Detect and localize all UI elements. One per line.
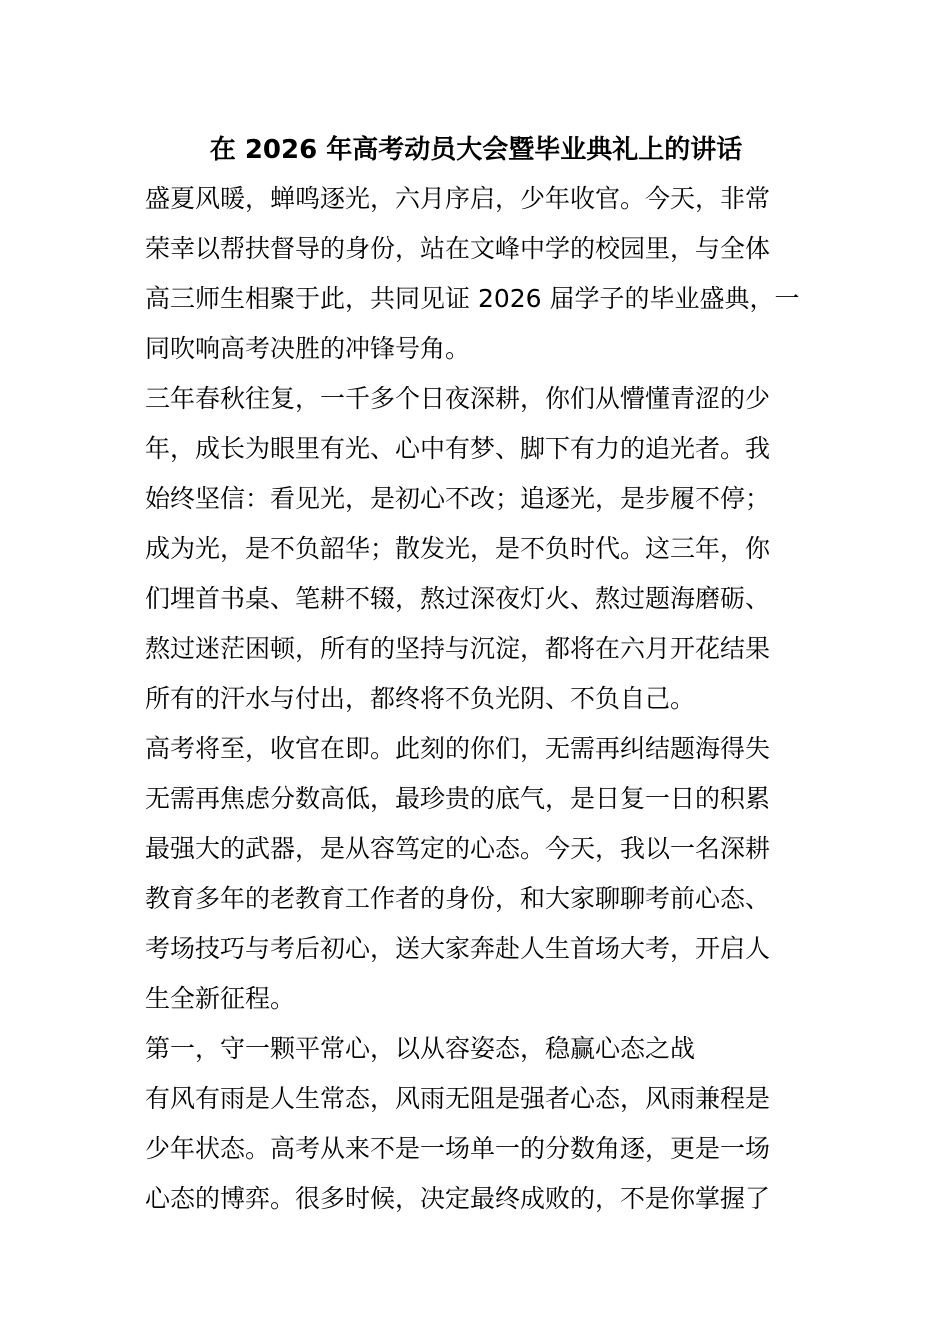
text-line: 同吹响高考决胜的冲锋号角。 [145, 334, 471, 363]
text-line: 无需再焦虑分数高低，最珍贵的底气，是日复一日的积累 [145, 784, 771, 813]
text-line: 熬过迷茫困顿，所有的坚持与沉淀，都将在六月开花结果 [145, 634, 771, 663]
text-line: 高考将至，收官在即。此刻的你们，无需再纠结题海得失 [145, 734, 771, 763]
text-line: 始终坚信：看见光，是初心不改；追逐光，是步履不停； [145, 484, 771, 513]
text-line: 高三师生相聚于此，共同见证 2026 届学子的毕业盛典，一 [145, 284, 800, 313]
text-line: 年，成长为眼里有光、心中有梦、脚下有力的追光者。我 [145, 434, 771, 463]
text-line: 有风有雨是人生常态，风雨无阻是强者心态，风雨兼程是 [145, 1084, 771, 1113]
text-line: 教育多年的老教育工作者的身份，和大家聊聊考前心态、 [145, 884, 771, 913]
document-body [145, 174, 807, 1224]
text-line: 心态的博弈。很多时候，决定最终成败的，不是你掌握了 [145, 1184, 771, 1213]
document-title: 在 2026 年高考动员大会暨毕业典礼上的讲话 [209, 135, 743, 165]
text-line: 生全新征程。 [145, 984, 296, 1013]
text-line: 成为光，是不负韶华；散发光，是不负时代。这三年，你 [145, 534, 771, 563]
text-line: 盛夏风暖，蝉鸣逐光，六月序启，少年收官。今天，非常 [145, 184, 771, 213]
text-line: 少年状态。高考从来不是一场单一的分数角逐，更是一场 [145, 1134, 771, 1163]
text-line: 所有的汗水与付出，都终将不负光阴、不负自己。 [145, 684, 696, 713]
text-line: 三年春秋往复，一千多个日夜深耕，你们从懵懂青涩的少 [145, 384, 771, 413]
section-heading: 第一，守一颗平常心，以从容姿态，稳赢心态之战 [145, 1034, 696, 1063]
text-line: 荣幸以帮扶督导的身份，站在文峰中学的校园里，与全体 [145, 234, 771, 263]
text-line: 们埋首书桌、笔耕不辍，熬过深夜灯火、熬过题海磨砺、 [145, 584, 771, 613]
text-line: 最强大的武器，是从容笃定的心态。今天，我以一名深耕 [145, 834, 771, 863]
text-line: 考场技巧与考后初心，送大家奔赴人生首场大考，开启人 [145, 934, 771, 963]
